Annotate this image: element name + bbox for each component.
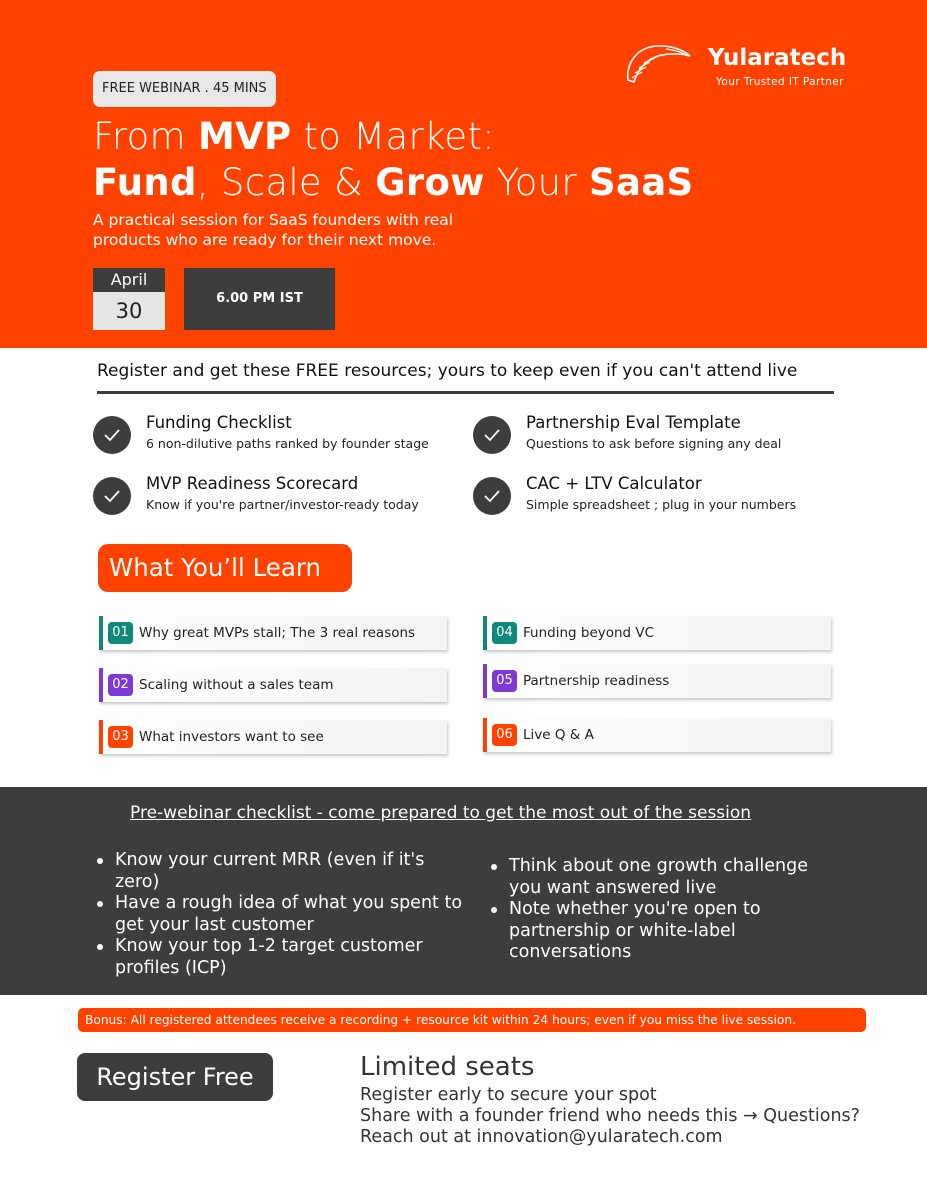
resource-title: Partnership Eval Template bbox=[526, 413, 741, 432]
checklist-item: Have a rough idea of what you spent to get your last customer bbox=[94, 893, 464, 936]
resource-description: Know if you're partner/investor-ready today bbox=[146, 497, 419, 512]
brand-name: Yularatech bbox=[708, 45, 847, 71]
hero-banner bbox=[0, 0, 927, 348]
topic-label: Why great MVPs stall; The 3 real reasons bbox=[139, 625, 416, 641]
topic-label: Partnership readiness bbox=[523, 673, 670, 689]
topic-item bbox=[483, 664, 831, 698]
check-icon bbox=[93, 416, 131, 454]
learn-heading: What You’ll Learn bbox=[98, 544, 352, 592]
brand-tagline: Your Trusted IT Partner bbox=[716, 76, 844, 88]
resource-description: Questions to ask before signing any deal bbox=[526, 436, 782, 451]
topic-label: Scaling without a sales team bbox=[139, 677, 334, 693]
topic-accent-bar bbox=[99, 668, 103, 702]
topic-label: What investors want to see bbox=[139, 729, 324, 745]
check-icon bbox=[93, 477, 131, 515]
pre-webinar-checklist bbox=[0, 787, 927, 995]
topic-number: 05 bbox=[492, 670, 517, 692]
resource-description: Simple spreadsheet ; plug in your numbers bbox=[526, 497, 797, 512]
resource-item bbox=[93, 474, 473, 521]
contact-email[interactable]: Reach out at innovation@yularatech.com bbox=[360, 1127, 723, 1147]
resources-divider bbox=[97, 391, 834, 394]
topic-accent-bar bbox=[99, 616, 103, 650]
limited-seats-title: Limited seats bbox=[360, 1052, 535, 1082]
headline-emphasis: SaaS bbox=[589, 161, 694, 204]
resource-item bbox=[473, 413, 853, 460]
checklist-item: Note whether you're open to partnership or white-label conversations bbox=[488, 899, 838, 964]
topic-number: 02 bbox=[108, 674, 133, 696]
time-card: 6.00 PM IST bbox=[184, 268, 335, 330]
date-day: 30 bbox=[93, 292, 165, 330]
topic-number: 01 bbox=[108, 622, 133, 644]
resource-item bbox=[93, 413, 473, 460]
resource-title: MVP Readiness Scorecard bbox=[146, 474, 359, 493]
headline-emphasis: MVP bbox=[197, 115, 292, 158]
headline-emphasis: Grow bbox=[375, 161, 485, 204]
topic-item bbox=[483, 718, 831, 752]
topic-item bbox=[99, 668, 447, 702]
resource-description: 6 non-dilutive paths ranked by founder stage bbox=[146, 436, 429, 451]
check-icon bbox=[473, 477, 511, 515]
topic-label: Funding beyond VC bbox=[523, 625, 655, 641]
resource-item bbox=[473, 474, 853, 521]
topic-item bbox=[483, 616, 831, 650]
subtitle: A practical session for SaaS founders with real products who are ready for their next move. bbox=[93, 211, 454, 249]
topic-label: Live Q & A bbox=[523, 727, 594, 743]
topic-accent-bar bbox=[99, 720, 103, 754]
topic-number: 04 bbox=[492, 622, 517, 644]
topic-accent-bar bbox=[483, 616, 487, 650]
resources-heading: Register and get these FREE resources; yours to keep even if you can't attend live bbox=[97, 361, 798, 381]
topic-accent-bar bbox=[483, 664, 487, 698]
register-free-button[interactable]: Register Free bbox=[77, 1053, 273, 1101]
topic-number: 03 bbox=[108, 726, 133, 748]
checklist-item: Think about one growth challenge you want answered live bbox=[488, 856, 838, 899]
resource-title: CAC + LTV Calculator bbox=[526, 474, 702, 493]
date-month: April bbox=[93, 268, 165, 292]
headline-emphasis: Fund bbox=[93, 161, 197, 204]
check-icon bbox=[473, 416, 511, 454]
bonus-banner: Bonus: All registered attendees receive a recording + resource kit within 24 hours; even if you miss the live session. bbox=[78, 1008, 866, 1032]
seats-line: Register early to secure your spot bbox=[360, 1085, 657, 1105]
headline-part: Your bbox=[484, 161, 589, 204]
date-card bbox=[93, 268, 165, 330]
checklist-item: Know your top 1-2 target customer profiles (ICP) bbox=[94, 936, 464, 979]
headline-part: to Market: bbox=[291, 115, 496, 158]
resource-title: Funding Checklist bbox=[146, 413, 292, 432]
headline-part: , Scale & bbox=[196, 161, 376, 204]
checklist-item: Know your current MRR (even if it's zero) bbox=[94, 850, 464, 893]
topic-number: 06 bbox=[492, 724, 517, 746]
headline-line-2 bbox=[93, 156, 693, 210]
topic-item bbox=[99, 720, 447, 754]
topic-item bbox=[99, 616, 447, 650]
share-line: Share with a founder friend who needs this → Questions? bbox=[360, 1106, 860, 1126]
webinar-badge: FREE WEBINAR . 45 MINS bbox=[93, 71, 276, 107]
brand-logo[interactable] bbox=[622, 42, 862, 92]
boomerang-logo-icon bbox=[622, 42, 694, 86]
checklist-title: Pre-webinar checklist - come prepared to get the most out of the session bbox=[130, 803, 752, 823]
topic-accent-bar bbox=[483, 718, 487, 752]
checklist-right bbox=[488, 856, 838, 964]
headline-part: From bbox=[93, 115, 198, 158]
checklist-left bbox=[94, 850, 464, 979]
